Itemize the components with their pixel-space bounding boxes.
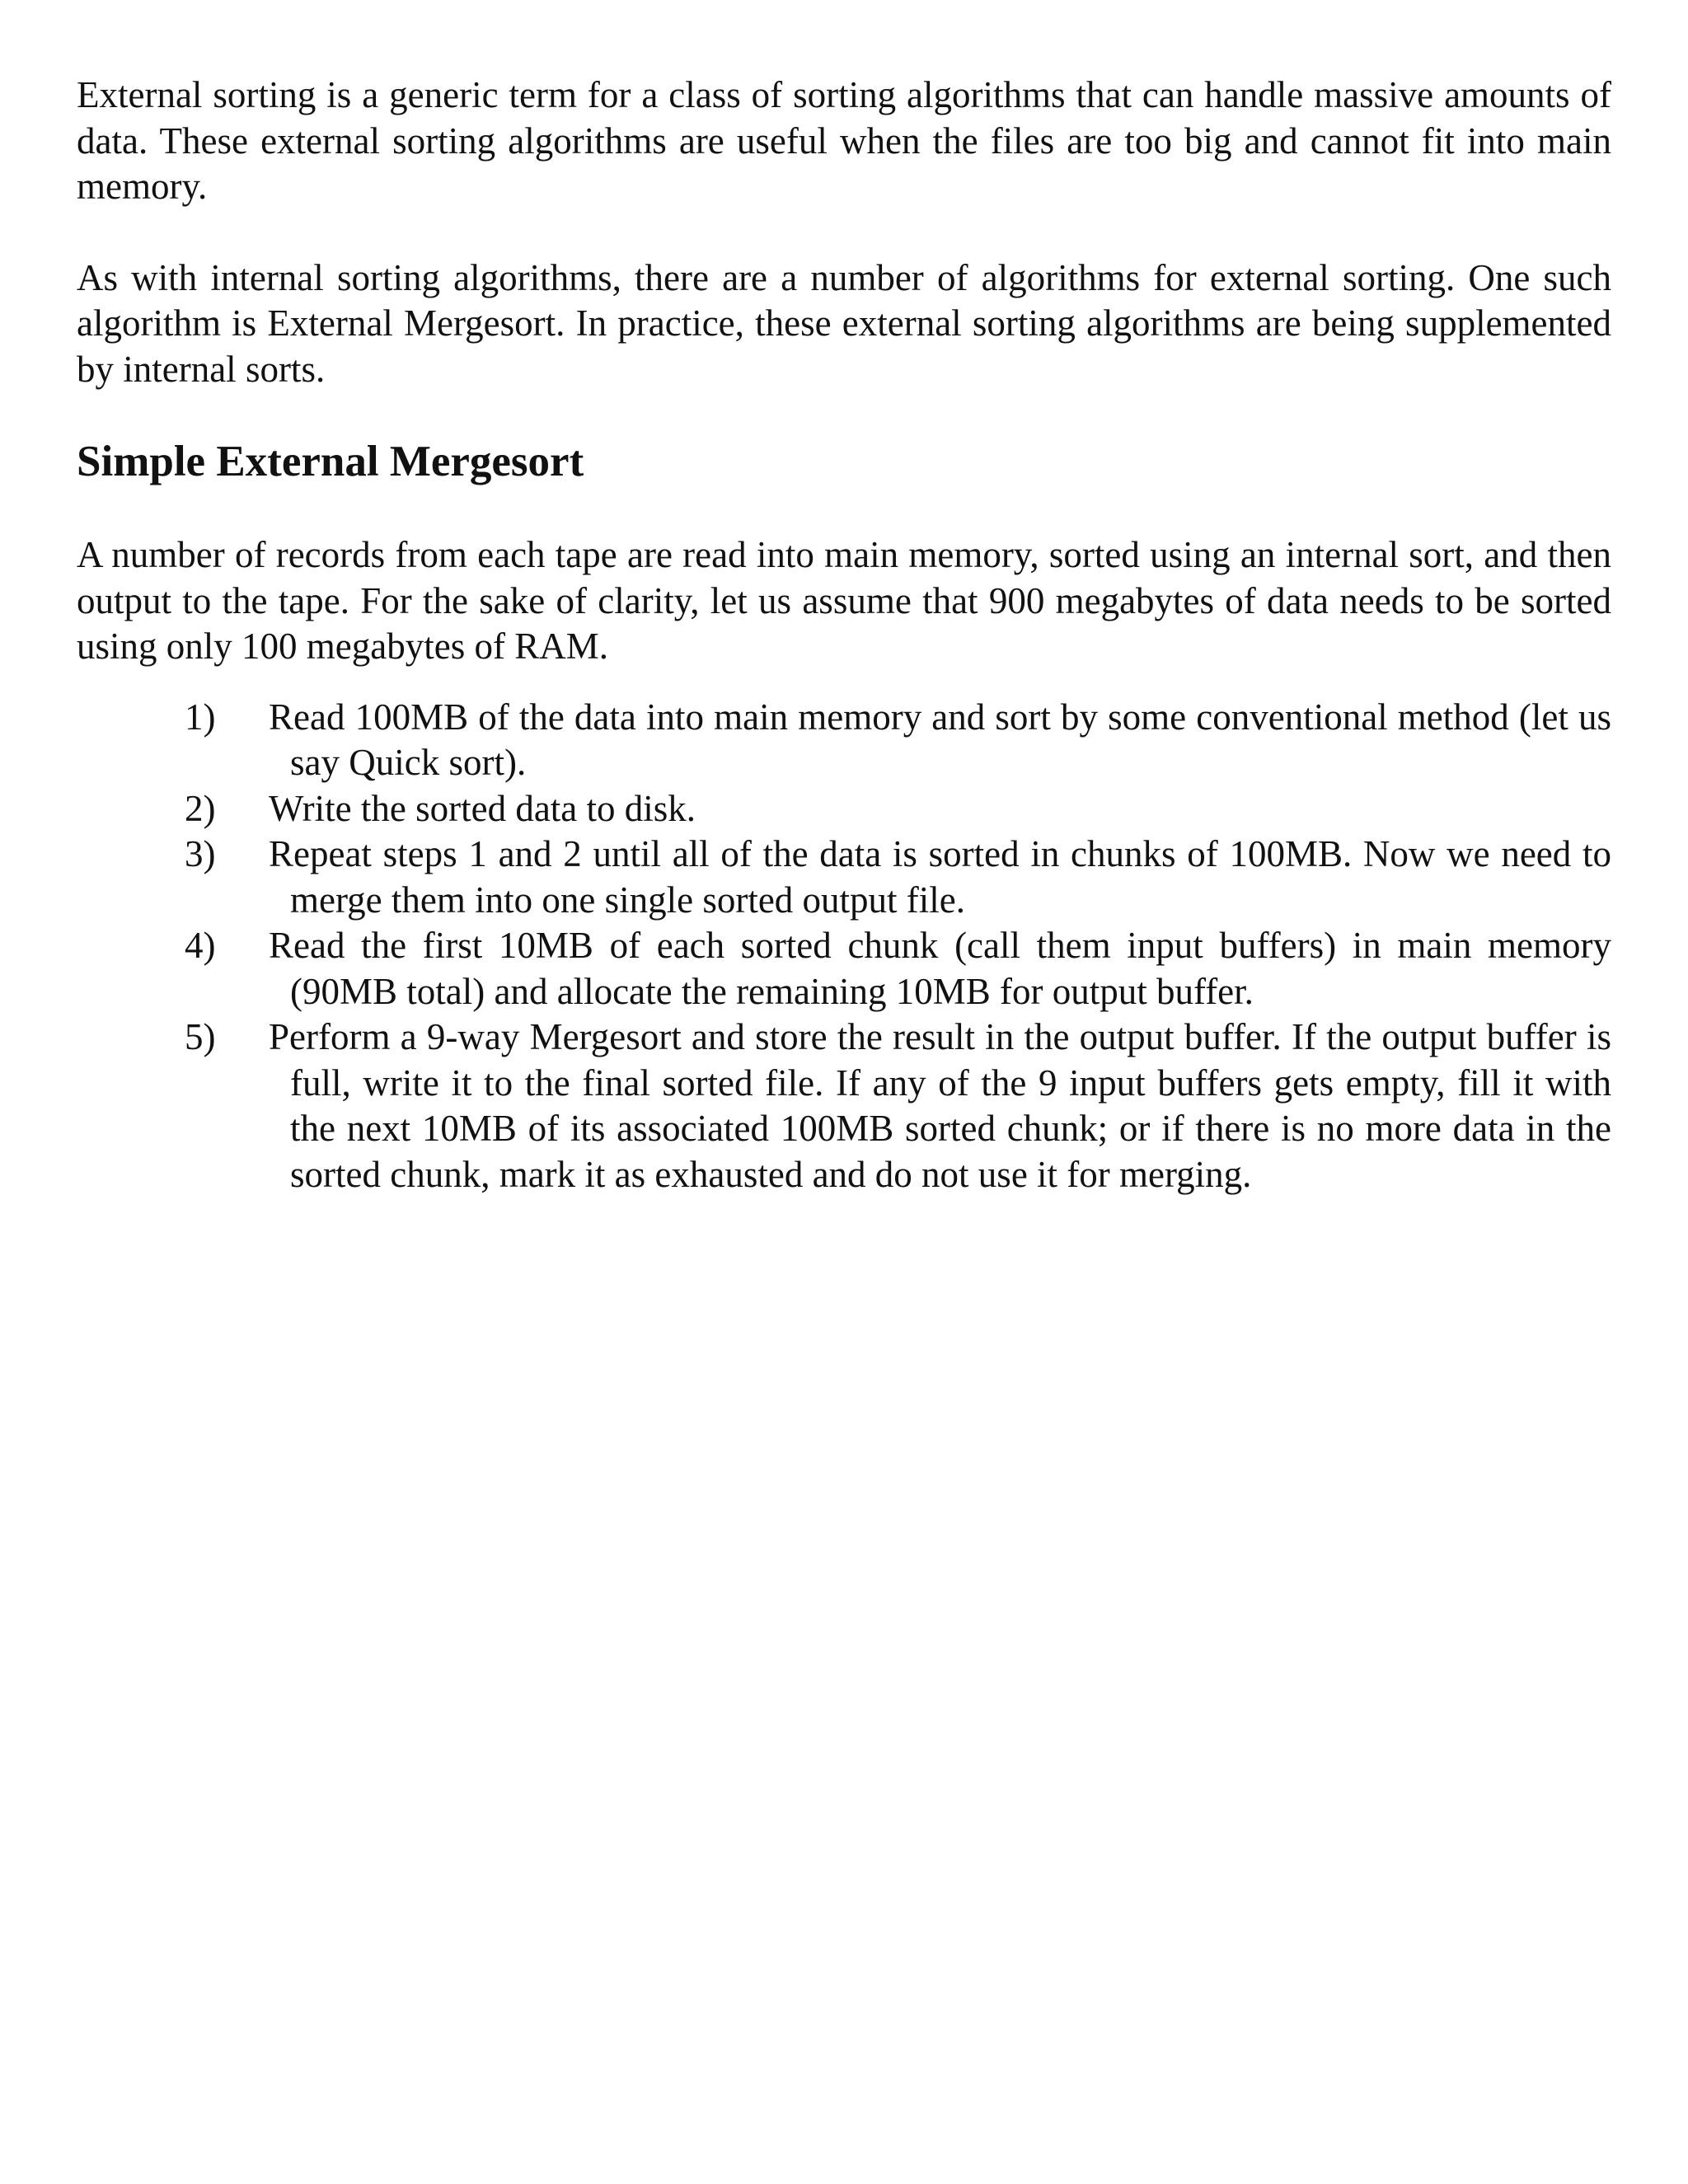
step-text: Repeat steps 1 and 2 until all of the data is sorted in chunks of 100MB. Now we need to merge them into one single sorted output file.: [269, 833, 1611, 921]
steps-list: [77, 695, 1611, 1198]
step-number: 2): [185, 787, 216, 829]
document-page: [77, 73, 1611, 1197]
step-text: Read the first 10MB of each sorted chunk (call them input buffers) in main memory (90MB total) and allocate the remaining 10MB for output buffer.: [269, 925, 1611, 1012]
section-heading: Simple External Mergesort: [77, 438, 584, 485]
step-text: Write the sorted data to disk.: [269, 787, 696, 829]
intro-paragraph-2: As with internal sorting algorithms, there are a number of algorithms for external sorting. One such algorithm is External Mergesort. In practice, these external sorting algorithms are being supplemented by internal sorts.: [77, 256, 1611, 390]
step-number: 3): [185, 833, 216, 874]
section-body-paragraph: A number of records from each tape are read into main memory, sorted using an internal sort, and then output to the tape. For the sake of clarity, let us assume that 900 megabytes of data needs to be sorted using only 100 megabytes of RAM.: [77, 534, 1611, 667]
step-item: [77, 786, 1611, 832]
step-item: [77, 832, 1611, 923]
step-item: [77, 923, 1611, 1015]
step-number: 5): [185, 1016, 216, 1057]
step-number: 4): [185, 925, 216, 966]
step-number: 1): [185, 696, 216, 738]
step-item: [77, 695, 1611, 786]
step-item: [77, 1015, 1611, 1197]
intro-paragraph-1: External sorting is a generic term for a class of sorting algorithms that can handle massive amounts of data. These external sorting algorithms are useful when the files are too big and cannot fit into main memory.: [77, 74, 1611, 207]
step-text: Perform a 9-way Mergesort and store the result in the output buffer. If the output buffer is full, write it to the final sorted file. If any of the 9 input buffers gets empty, fill it with the next 10MB of its associated 100MB sorted chunk; or if there is no more data in the sorted chunk, mark it as exhausted and do not use it for merging.: [269, 1016, 1611, 1195]
step-text: Read 100MB of the data into main memory and sort by some conventional method (let us say Quick sort).: [269, 696, 1611, 783]
